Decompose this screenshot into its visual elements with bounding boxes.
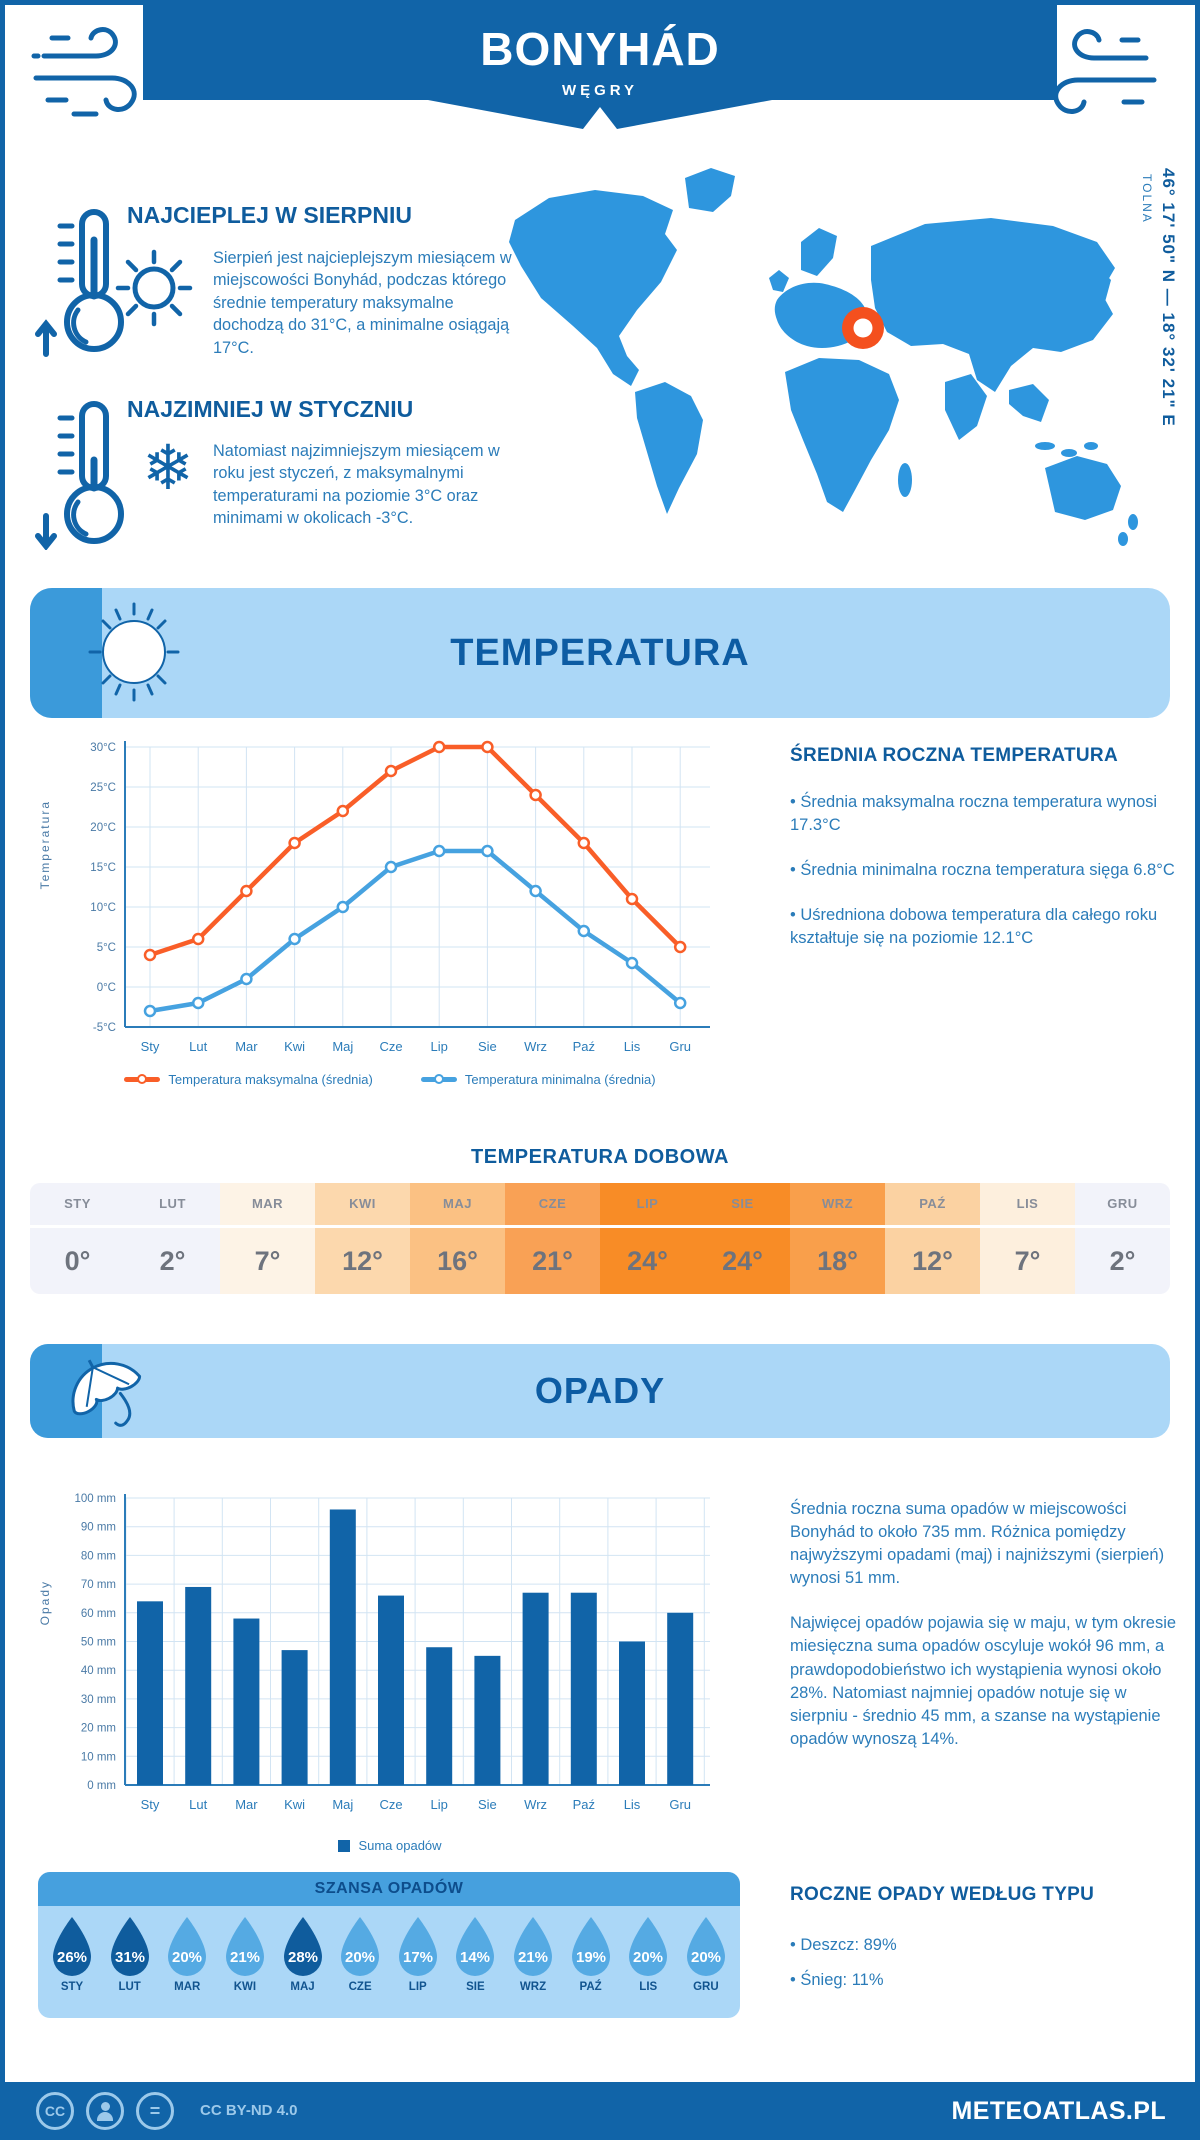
table-month-cell: MAJ	[410, 1183, 505, 1225]
precipitation-section-banner	[30, 1344, 1170, 1438]
daily-temperature-table	[30, 1183, 1170, 1294]
svg-text:Lut: Lut	[189, 1797, 208, 1812]
svg-text:Cze: Cze	[379, 1039, 403, 1054]
raindrop-icon	[682, 1914, 730, 1978]
droplet-GRU	[680, 1914, 732, 1993]
droplet-KWI	[219, 1914, 271, 1993]
svg-text:0°C: 0°C	[96, 982, 116, 994]
brand-text: METEOATLAS.PL	[951, 2097, 1166, 2125]
svg-text:26%: 26%	[56, 1949, 88, 1966]
droplet-month-label: LIP	[408, 1981, 427, 1993]
raindrop-icon	[106, 1914, 154, 1978]
svg-text:60 mm: 60 mm	[80, 1607, 116, 1620]
raindrop-icon	[279, 1914, 327, 1978]
precipitation-chance-panel	[38, 1872, 740, 2018]
svg-text:70 mm: 70 mm	[80, 1579, 116, 1592]
svg-text:10 mm: 10 mm	[80, 1751, 116, 1764]
svg-text:Lis: Lis	[623, 1039, 641, 1054]
droplet-WRZ	[507, 1914, 559, 1993]
page-subtitle: WĘGRY	[561, 82, 639, 99]
annual-temp-bullet: • Średnia minimalna roczna temperatura sięga 6.8°C	[790, 861, 1175, 880]
coldest-heading: NAJZIMNIEJ W STYCZNIU	[127, 396, 414, 422]
svg-text:20%: 20%	[633, 1949, 664, 1966]
page-left-border	[0, 0, 5, 2140]
svg-text:Cze: Cze	[379, 1797, 403, 1812]
raindrop-icon	[163, 1914, 211, 1978]
table-value-cell: 7°	[980, 1228, 1075, 1294]
table-value-cell: 0°	[30, 1228, 125, 1294]
raindrop-icon	[48, 1914, 96, 1978]
legend-item: Temperatura maksymalna (średnia)	[124, 1072, 372, 1087]
svg-text:21%: 21%	[517, 1949, 549, 1966]
page-title: BONYHÁD	[480, 23, 720, 75]
svg-text:30°C: 30°C	[90, 742, 116, 754]
svg-text:Kwi: Kwi	[284, 1797, 306, 1812]
bar-Gru	[667, 1613, 693, 1785]
precipitation-paragraph: Najwięcej opadów pojawia się w maju, w tym okresie miesięczna suma opadów oscyluje wokół 96 mm, a prawdopodobieństwo ich wystąpienia wynosi około 28%. Natomiast najmniej opadów notuje się w sierpniu - średnio 45 mm, a szanse na wystąpienie opadów wynoszą 14%.	[790, 1614, 1177, 1748]
svg-text:Gru: Gru	[669, 1797, 692, 1812]
bar-Sie	[474, 1656, 500, 1785]
temperature-y-axis-label: Temperatura	[38, 800, 52, 890]
bar-Sty	[137, 1601, 163, 1785]
svg-text:100 mm: 100 mm	[74, 1493, 116, 1505]
svg-text:Sty: Sty	[140, 1797, 160, 1812]
coordinates-block	[1140, 168, 1178, 427]
svg-text:20%: 20%	[345, 1949, 376, 1966]
droplet-CZE	[334, 1914, 386, 1993]
sun-icon	[112, 246, 196, 330]
precipitation-types-panel	[790, 1884, 1185, 2004]
table-value-cell: 12°	[885, 1228, 980, 1294]
table-month-cell: CZE	[505, 1183, 600, 1225]
droplet-LUT	[104, 1914, 156, 1993]
wind-icon	[1032, 22, 1164, 126]
precipitation-paragraph: Średnia roczna suma opadów w miejscowości Bonyhád to około 735 mm. Różnica pomiędzy najwyższymi opadami (maj) i najniższymi (sierpień) wynosi 51 mm.	[790, 1500, 1165, 1588]
droplet-month-label: SIE	[466, 1981, 485, 1993]
droplet-MAJ	[277, 1914, 329, 1993]
daily-temperature-title: TEMPERATURA DOBOWA	[471, 1146, 729, 1168]
table-month-cell: STY	[30, 1183, 125, 1225]
raindrop-icon	[394, 1914, 442, 1978]
raindrop-icon	[624, 1914, 672, 1978]
precipitation-type-bullet: • Śnieg: 11%	[790, 1971, 884, 1990]
cc-letters: CC	[44, 2103, 66, 2119]
table-value-cell: 2°	[125, 1228, 220, 1294]
svg-text:Paź: Paź	[572, 1039, 596, 1054]
annual-temperature-panel	[790, 745, 1185, 972]
annual-temp-bullet: • Średnia maksymalna roczna temperatura wynosi 17.3°C	[790, 793, 1158, 835]
table-month-cell: SIE	[695, 1183, 790, 1225]
svg-text:Lip: Lip	[430, 1797, 448, 1812]
temperature-line-chart	[70, 733, 730, 1073]
svg-text:Wrz: Wrz	[524, 1039, 548, 1054]
table-month-cell: PAŹ	[885, 1183, 980, 1225]
precipitation-section-title: OPADY	[534, 1370, 666, 1411]
droplet-STY	[46, 1914, 98, 1993]
legend-item: Suma opadów	[338, 1838, 441, 1853]
raindrop-icon	[509, 1914, 557, 1978]
cc-nd-icon: =	[136, 2092, 174, 2130]
table-month-row	[30, 1183, 1170, 1225]
raindrop-icon	[221, 1914, 269, 1978]
table-month-cell: MAR	[220, 1183, 315, 1225]
precipitation-type-bullet: • Deszcz: 89%	[790, 1936, 897, 1954]
bar-Maj	[330, 1509, 356, 1785]
table-month-cell: GRU	[1075, 1183, 1170, 1225]
droplet-LIP	[392, 1914, 444, 1993]
temperature-section-title: TEMPERATURA	[450, 632, 750, 674]
precipitation-chance-title: SZANSA OPADÓW	[38, 1872, 740, 1906]
svg-text:Sie: Sie	[478, 1797, 497, 1812]
svg-text:28%: 28%	[287, 1949, 318, 1966]
annual-temp-bullet: • Uśredniona dobowa temperatura dla całego roku kształtuje się na poziomie 12.1°C	[790, 906, 1158, 948]
svg-text:0 mm: 0 mm	[87, 1780, 116, 1792]
world-map	[485, 150, 1145, 560]
droplet-month-label: CZE	[348, 1981, 372, 1993]
droplet-month-label: KWI	[233, 1981, 257, 1993]
table-month-cell: LUT	[125, 1183, 220, 1225]
svg-text:Lip: Lip	[430, 1039, 448, 1054]
temperature-section-banner	[30, 588, 1170, 718]
table-value-cell: 2°	[1075, 1228, 1170, 1294]
droplet-month-label: MAJ	[290, 1981, 315, 1993]
svg-text:Maj: Maj	[332, 1039, 354, 1054]
svg-text:Kwi: Kwi	[284, 1039, 306, 1054]
svg-text:5°C: 5°C	[96, 942, 116, 954]
raindrop-icon	[567, 1914, 615, 1978]
cc-logo-icon	[36, 2092, 74, 2130]
droplet-month-label: PAŹ	[579, 1981, 602, 1993]
droplet-MAR	[161, 1914, 213, 1993]
table-value-cell: 16°	[410, 1228, 505, 1294]
svg-text:Gru: Gru	[669, 1039, 692, 1054]
droplet-month-label: GRU	[693, 1981, 719, 1993]
precipitation-bar-chart	[70, 1490, 730, 1835]
table-value-cell: 12°	[315, 1228, 410, 1294]
wind-icon	[26, 16, 158, 128]
svg-text:15°C: 15°C	[90, 862, 116, 874]
svg-text:Sty: Sty	[140, 1039, 160, 1054]
droplets-row	[46, 1914, 732, 1993]
precipitation-y-axis-label: Opady	[38, 1580, 52, 1626]
svg-text:21%: 21%	[229, 1949, 260, 1966]
annual-temperature-heading: ŚREDNIA ROCZNA TEMPERATURA	[790, 745, 1118, 766]
license-text: CC BY-ND 4.0	[200, 2102, 298, 2119]
footer	[0, 2082, 1200, 2140]
droplet-LIS	[622, 1914, 674, 1993]
svg-text:25°C: 25°C	[90, 782, 116, 794]
svg-text:Sie: Sie	[478, 1039, 497, 1054]
bar-Wrz	[523, 1593, 549, 1785]
page-right-border	[1195, 0, 1200, 2140]
svg-text:10°C: 10°C	[90, 902, 116, 914]
svg-text:19%: 19%	[575, 1949, 606, 1966]
map-greenland	[685, 168, 735, 212]
svg-text:14%: 14%	[460, 1949, 491, 1966]
svg-text:Wrz: Wrz	[524, 1797, 548, 1812]
bar-Cze	[378, 1596, 404, 1785]
bar-Lut	[185, 1587, 211, 1785]
svg-text:Mar: Mar	[235, 1797, 258, 1812]
table-month-cell: LIS	[980, 1183, 1075, 1225]
svg-text:31%: 31%	[114, 1949, 145, 1966]
bar-Paź	[571, 1593, 597, 1785]
svg-text:20 mm: 20 mm	[80, 1722, 116, 1735]
svg-text:Mar: Mar	[235, 1039, 258, 1054]
bar-Mar	[233, 1619, 259, 1785]
raindrop-icon	[451, 1914, 499, 1978]
cc-attribution-icon	[86, 2092, 124, 2130]
table-value-row	[30, 1228, 1170, 1294]
table-value-cell: 21°	[505, 1228, 600, 1294]
droplet-month-label: LUT	[118, 1981, 141, 1993]
droplet-month-label: STY	[60, 1981, 84, 1993]
table-month-cell: WRZ	[790, 1183, 885, 1225]
precipitation-types-heading: ROCZNE OPADY WEDŁUG TYPU	[790, 1884, 1095, 1905]
warmest-text: Sierpień jest najcieplejszym miesiącem w miejscowości Bonyhád, podczas którego średnie temperatury maksymalne dochodzą do 31°C, a minimalne osiągają 17°C.	[213, 249, 512, 357]
svg-text:Maj: Maj	[332, 1797, 354, 1812]
svg-text:20°C: 20°C	[90, 822, 116, 834]
svg-text:90 mm: 90 mm	[80, 1521, 116, 1534]
svg-text:50 mm: 50 mm	[80, 1636, 116, 1649]
svg-text:80 mm: 80 mm	[80, 1550, 116, 1563]
coldest-text: Natomiast najzimniejszym miesiącem w roku jest styczeń, z maksymalnymi temperaturami na poziomie 3°C oraz minimami w okolicach -3°C.	[213, 442, 500, 528]
table-value-cell: 24°	[695, 1228, 790, 1294]
bar-Lis	[619, 1642, 645, 1786]
table-value-cell: 24°	[600, 1228, 695, 1294]
svg-text:40 mm: 40 mm	[80, 1665, 116, 1678]
table-month-cell: LIP	[600, 1183, 695, 1225]
svg-text:30 mm: 30 mm	[80, 1693, 116, 1706]
svg-text:Lis: Lis	[623, 1797, 641, 1812]
table-value-cell: 7°	[220, 1228, 315, 1294]
legend-item: Temperatura minimalna (średnia)	[421, 1072, 656, 1087]
droplet-month-label: LIS	[639, 1981, 658, 1993]
coordinates-label: 46° 17' 50" N — 18° 32' 21" E	[1159, 168, 1178, 427]
table-value-cell: 18°	[790, 1228, 885, 1294]
region-label: TOLNA	[1140, 174, 1154, 224]
svg-text:Lut: Lut	[189, 1039, 208, 1054]
precipitation-chart-legend	[40, 1838, 740, 1853]
temperature-chart-legend	[40, 1072, 740, 1087]
table-month-cell: KWI	[315, 1183, 410, 1225]
bar-Lip	[426, 1647, 452, 1785]
snowflake-icon: ❄	[142, 434, 194, 503]
svg-text:-5°C: -5°C	[92, 1022, 116, 1034]
svg-text:20%: 20%	[690, 1949, 721, 1966]
droplet-SIE	[449, 1914, 501, 1993]
license-icons	[36, 2092, 174, 2130]
svg-text:20%: 20%	[172, 1949, 203, 1966]
droplet-month-label: MAR	[174, 1981, 201, 1993]
bar-Kwi	[282, 1650, 308, 1785]
svg-text:17%: 17%	[402, 1949, 433, 1966]
droplet-PAŹ	[565, 1914, 617, 1993]
droplet-month-label: WRZ	[519, 1981, 547, 1993]
warmest-heading: NAJCIEPLEJ W SIERPNIU	[127, 202, 412, 228]
svg-text:Paź: Paź	[572, 1797, 596, 1812]
raindrop-icon	[336, 1914, 384, 1978]
precipitation-text-panel	[790, 1498, 1185, 1773]
